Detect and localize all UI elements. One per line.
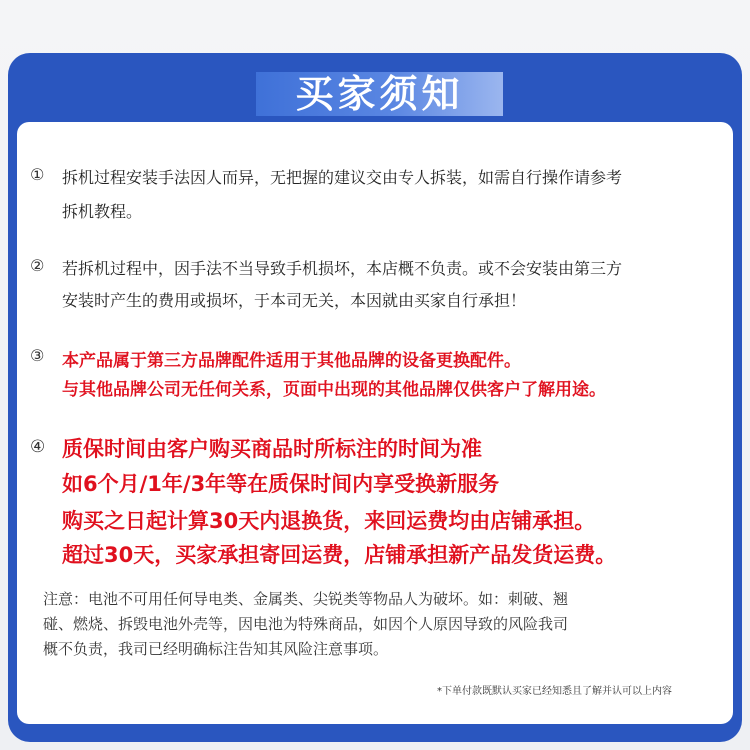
item-3-line-2: 与其他品牌公司无任何关系，页面中出现的其他品牌仅供客户了解用途。 [62,380,606,400]
notice-line-3: 概不负责，我司已经明确标注告知其风险注意事项。 [43,640,389,658]
page-title: 买家须知 [256,72,503,116]
item-4-number: ④ [30,437,46,457]
item-1-line-2: 拆机教程。 [62,202,143,221]
notice-line-2: 碰、燃烧、拆毁电池外壳等，因电池为特殊商品，如因个人原因导致的风险我司 [43,615,569,633]
notice-line-1: 注意：电池不可用任何导电类、金属类、尖锐类等物品人为破坏。如：刺破、翘 [43,590,569,608]
item-2-line-1: 若拆机过程中，因手法不当导致手机损坏，本店概不负责。或不会安装由第三方 [62,259,623,278]
item-4-line-3: 购买之日起计算30天内退换货，来回运费均由店铺承担。 [62,509,596,533]
item-3-number: ③ [30,346,45,365]
item-2-number: ② [30,256,45,275]
item-1-number: ① [30,165,45,184]
item-4-line-4: 超过30天，买家承担寄回运费，店铺承担新产品发货运费。 [62,543,617,567]
item-4-line-2: 如6个月/1年/3年等在质保时间内享受换新服务 [62,472,500,496]
footnote: *下单付款既默认买家已经知悉且了解并认可以上内容 [437,686,672,697]
item-3-line-1: 本产品属于第三方品牌配件适用于其他品牌的设备更换配件。 [62,351,521,371]
item-2-line-2: 安装时产生的费用或损坏，于本司无关，本因就由买家自行承担！ [62,291,527,310]
item-4-line-1: 质保时间由客户购买商品时所标注的时间为准 [62,437,482,461]
item-1-line-1: 拆机过程安装手法因人而异，无把握的建议交由专人拆装，如需自行操作请参考 [62,168,623,187]
